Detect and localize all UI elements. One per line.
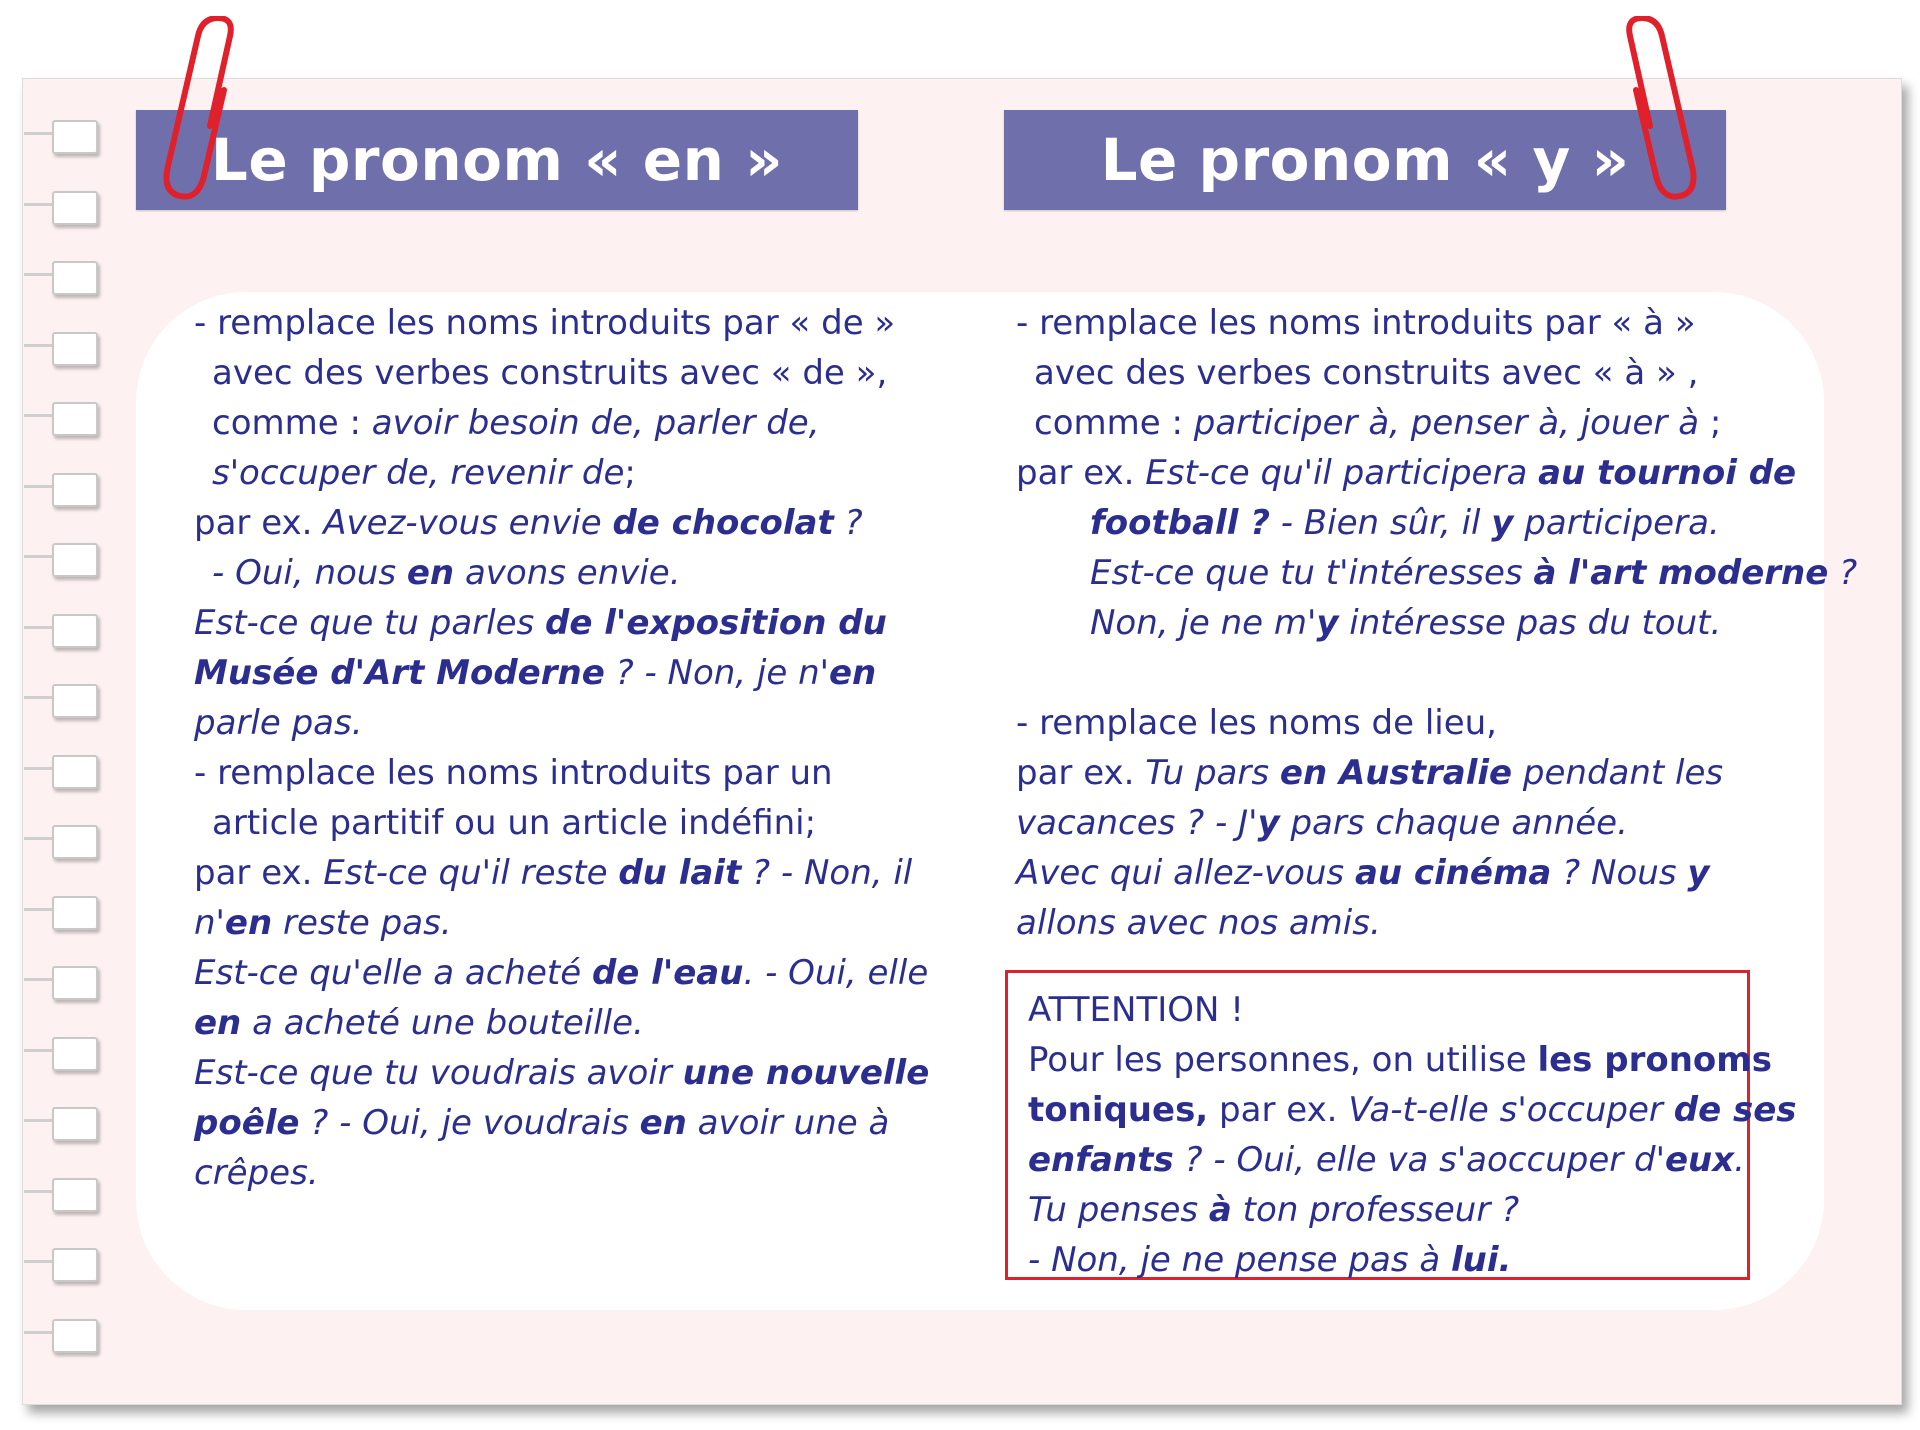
attention-line (1028, 1035, 1772, 1085)
text-segment: avoir une à (686, 1103, 890, 1143)
left-line (194, 748, 914, 798)
left-line (194, 298, 914, 348)
text-segment: article partitif ou un article indéfini; (212, 803, 817, 843)
binding-ring (24, 614, 96, 648)
text-segment: participer à, penser à, jouer à (1193, 403, 1700, 443)
binding-ring (24, 543, 96, 577)
right-line (1016, 598, 1836, 648)
left-line (194, 998, 914, 1048)
text-segment: - remplace les noms introduits par « de » (194, 303, 896, 343)
text-segment: lui. (1451, 1240, 1512, 1280)
right-line (1016, 398, 1836, 448)
title-pronom-y: Le pronom « y » (1004, 110, 1726, 210)
text-segment: ? (1828, 553, 1858, 593)
attention-box (1005, 970, 1797, 1280)
text-segment: eux (1664, 1140, 1735, 1180)
text-segment: à (1208, 1190, 1232, 1230)
binding-ring (24, 1178, 96, 1212)
text-segment: par ex. (194, 503, 324, 543)
right-line (1016, 548, 1858, 598)
binding-ring (24, 332, 96, 366)
left-column-text (194, 298, 930, 1198)
text-segment: ton professeur ? (1231, 1190, 1520, 1230)
binding-ring (24, 1248, 96, 1282)
paperclip-icon (1620, 16, 1710, 200)
text-segment: ? - Non, je n' (604, 653, 829, 693)
text-segment: poêle (194, 1103, 300, 1143)
text-segment: - remplace les noms introduits par un (194, 753, 833, 793)
text-segment: au tournoi de (1538, 453, 1797, 493)
text-segment: pars chaque année. (1279, 803, 1628, 843)
binding-ring (24, 684, 96, 718)
binding-ring (24, 1107, 96, 1141)
binding-ring (24, 402, 96, 436)
text-segment: - Bien sûr, il (1269, 503, 1492, 543)
text-segment: avons envie. (454, 553, 681, 593)
text-segment: vacances ? - J' (1016, 803, 1258, 843)
text-segment: ATTENTION ! (1028, 990, 1244, 1030)
text-segment: en (194, 1003, 242, 1043)
right-line (1016, 298, 1836, 348)
left-line (194, 398, 914, 448)
binding-ring (24, 473, 96, 507)
text-segment: avoir besoin de, parler de, (371, 403, 820, 443)
text-segment: par ex. (194, 853, 324, 893)
text-segment: Pour les personnes, on utilise (1028, 1040, 1538, 1080)
text-segment: avec des verbes construits avec « de », (212, 353, 888, 393)
text-segment: reste pas. (272, 903, 452, 943)
text-segment: Musée d'Art Moderne (194, 653, 605, 693)
text-segment: intéresse pas du tout. (1338, 603, 1722, 643)
text-segment: ? - Oui, elle va s'aoccuper d' (1173, 1140, 1665, 1180)
left-line (194, 548, 914, 598)
right-line (1016, 698, 1836, 748)
left-line (194, 598, 914, 648)
text-segment: en (639, 1103, 687, 1143)
text-segment: de l'eau (591, 953, 744, 993)
text-segment: - remplace les noms de lieu, (1016, 703, 1497, 743)
text-segment: . - Oui, elle (743, 953, 929, 993)
text-segment: ? - Non, il (741, 853, 913, 893)
text-segment: en (224, 903, 273, 943)
text-segment: Est-ce qu'il reste (323, 853, 619, 893)
left-line (194, 648, 914, 698)
text-segment: du lait (618, 853, 742, 893)
text-segment: par ex. (1016, 753, 1146, 793)
text-segment: par ex. (1208, 1090, 1349, 1130)
text-segment: ? Nous (1551, 853, 1688, 893)
text-segment: les pronoms (1537, 1040, 1772, 1080)
spiral-binding-icon (24, 120, 104, 1380)
right-column-text (1016, 298, 1858, 948)
left-line (194, 698, 914, 748)
text-segment: de l'exposition du (545, 603, 887, 643)
binding-ring (24, 966, 96, 1000)
left-line (194, 1098, 914, 1148)
right-line (1016, 898, 1836, 948)
text-segment: ? (833, 503, 863, 543)
binding-ring (24, 1319, 96, 1353)
binding-ring (24, 825, 96, 859)
binding-ring (24, 191, 96, 225)
text-segment: comme : (212, 403, 372, 443)
text-segment: toniques, (1028, 1090, 1209, 1130)
text-segment: ; (1699, 403, 1722, 443)
attention-line (1028, 1235, 1747, 1285)
right-line (1016, 848, 1836, 898)
right-line (1016, 648, 1836, 698)
binding-ring (24, 261, 96, 295)
text-segment: y (1491, 503, 1514, 543)
right-line (1016, 798, 1836, 848)
binding-ring (24, 755, 96, 789)
left-line (194, 848, 914, 898)
text-segment: au cinéma (1354, 853, 1552, 893)
left-line (194, 798, 914, 848)
text-segment: ? - Oui, je voudrais (299, 1103, 640, 1143)
text-segment: comme : (1034, 403, 1194, 443)
text-segment: . (1734, 1140, 1745, 1180)
text-segment: football ? (1090, 503, 1270, 543)
text-segment: parle pas. (194, 703, 363, 743)
text-segment: Est-ce que tu t'intéresses (1090, 553, 1534, 593)
text-segment: ; (624, 453, 636, 493)
text-segment: Tu pars (1145, 753, 1280, 793)
text-segment: - Oui, nous (212, 553, 407, 593)
right-line (1016, 348, 1836, 398)
text-segment: y (1687, 853, 1710, 893)
right-line (1016, 498, 1836, 548)
text-segment: de ses (1673, 1090, 1797, 1130)
text-segment: Avec qui allez-vous (1016, 853, 1355, 893)
text-segment: pendant les (1512, 753, 1724, 793)
text-segment: y (1257, 803, 1280, 843)
left-line (194, 898, 914, 948)
text-segment: allons avec nos amis. (1016, 903, 1381, 943)
attention-line (1028, 1085, 1797, 1135)
text-segment: par ex. (1016, 453, 1146, 493)
attention-line (1028, 1185, 1747, 1235)
text-segment: - remplace les noms introduits par « à » (1016, 303, 1696, 343)
left-line (194, 498, 914, 548)
text-segment: Tu penses (1028, 1190, 1209, 1230)
text-segment: a acheté une bouteille. (241, 1003, 644, 1043)
text-segment: s'occuper de, revenir de (212, 453, 625, 493)
attention-line (1028, 1135, 1747, 1185)
text-segment: y (1316, 603, 1339, 643)
text-segment: - Non, je ne pense pas à (1028, 1240, 1451, 1280)
text-segment: crêpes. (194, 1153, 319, 1193)
text-segment: Est-ce que tu parles (194, 603, 546, 643)
text-segment: à l'art moderne (1533, 553, 1829, 593)
left-line (194, 948, 929, 998)
text-segment: de chocolat (612, 503, 834, 543)
text-segment: en (829, 653, 877, 693)
text-segment: Est-ce qu'il participera (1145, 453, 1539, 493)
binding-ring (24, 896, 96, 930)
binding-ring (24, 120, 96, 154)
text-segment: Non, je ne m' (1090, 603, 1317, 643)
text-segment: participera. (1513, 503, 1720, 543)
binding-ring (24, 1037, 96, 1071)
text-segment: une nouvelle (682, 1053, 930, 1093)
title-pronom-en: Le pronom « en » (136, 110, 858, 210)
left-line (194, 448, 914, 498)
text-segment: Avez-vous envie (323, 503, 613, 543)
text-segment: Va-t-elle s'occuper (1348, 1090, 1674, 1130)
text-segment: avec des verbes construits avec « à » , (1034, 353, 1699, 393)
paperclip-icon (150, 16, 240, 200)
left-line (194, 1048, 930, 1098)
attention-line (1028, 985, 1747, 1035)
text-segment: enfants (1028, 1140, 1174, 1180)
text-segment: en (406, 553, 455, 593)
right-line (1016, 448, 1836, 498)
text-segment: n' (194, 903, 225, 943)
text-segment: Est-ce que tu voudrais avoir (194, 1053, 683, 1093)
left-line (194, 1148, 914, 1198)
text-segment: en Australie (1279, 753, 1513, 793)
text-segment: Est-ce qu'elle a acheté (194, 953, 592, 993)
left-line (194, 348, 914, 398)
right-line (1016, 748, 1836, 798)
